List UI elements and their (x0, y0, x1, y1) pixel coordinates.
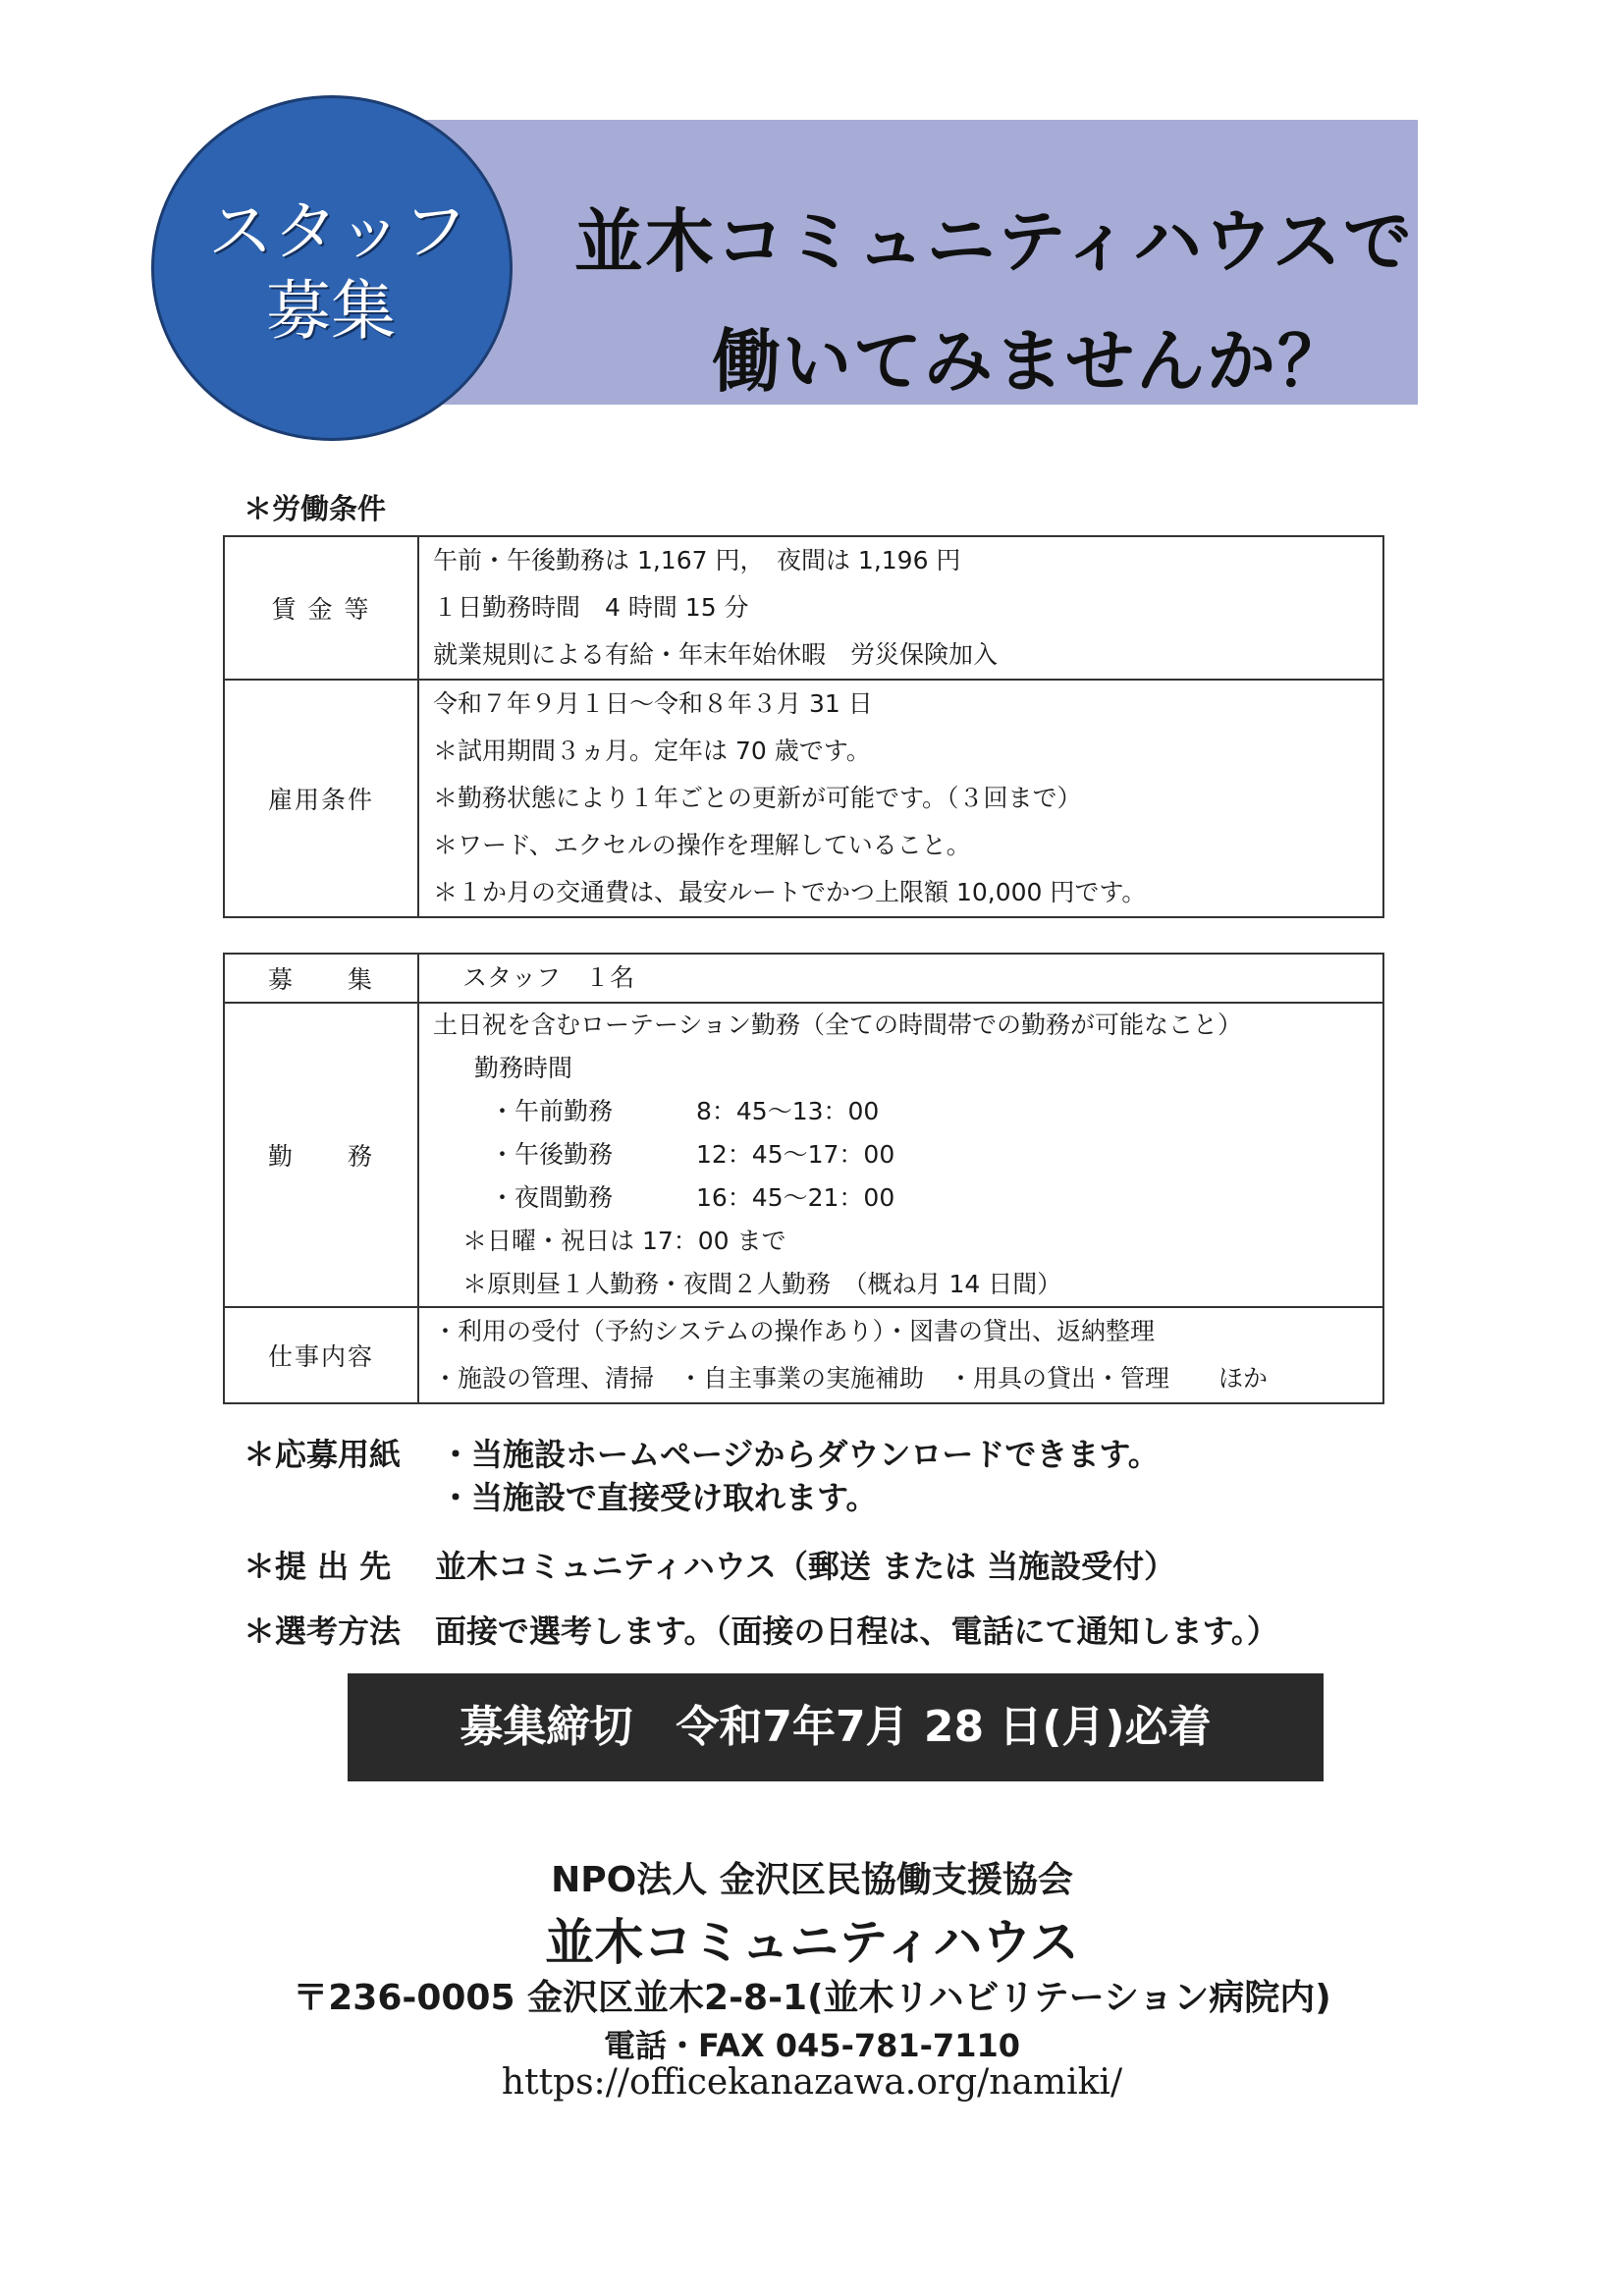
shift-night (419, 1176, 1382, 1220)
application-form-label: ＊応募用紙 (244, 1436, 402, 1473)
hours-heading: 勤務時間 (474, 1054, 573, 1082)
deadline-text: 募集締切 令和7年7月 28 日(月)必着 (460, 1702, 1212, 1752)
work-content (418, 1307, 1383, 1403)
wages-content (418, 536, 1383, 680)
application-form-line-2: ・当施設で直接受け取れます。 (440, 1479, 878, 1516)
shift-name: ・午前勤務 (490, 1097, 614, 1125)
phone-fax: 電話・FAX 045-781-7110 (604, 2027, 1020, 2064)
shift-afternoon (419, 1133, 1382, 1176)
employment-label: 雇用条件 (224, 680, 418, 917)
shift-name: ・午後勤務 (490, 1140, 614, 1169)
employment-line: 令和７年９月１日～令和８年３月 31 日 (433, 689, 873, 718)
recruit-value: スタッフ １名 (462, 963, 635, 992)
employment-line: ＊勤務状態により１年ごとの更新が可能です。（３回まで） (433, 784, 1082, 812)
selection-method-label: ＊選考方法 (244, 1613, 402, 1650)
title-line-2: 働いてみませんか？ (712, 321, 1348, 402)
duty-label: 勤 務 (224, 1003, 418, 1307)
badge-text-line-1: スタッフ (208, 193, 467, 269)
selection-method-value: 面接で選考します。（面接の日程は、電話にて通知します。） (435, 1613, 1278, 1650)
wages-label: 賃 金 等 (224, 536, 418, 680)
shift-time: 8：45～13：00 (696, 1097, 880, 1125)
shift-time: 16：45～21：00 (696, 1183, 895, 1212)
work-line: ・施設の管理、清掃 ・自主事業の実施補助 ・用具の貸出・管理 ほか (433, 1364, 1269, 1393)
wages-line: 午前・午後勤務は 1,167 円， 夜間は 1,196 円 (433, 546, 961, 574)
work-line: ・利用の受付（予約システムの操作あり）・図書の貸出、返納整理 (433, 1317, 1156, 1345)
duty-note-2: ＊原則昼１人勤務・夜間２人勤務 （概ね月 14 日間） (462, 1270, 1062, 1298)
table-row-duty (224, 1003, 1383, 1307)
table-row-work (224, 1307, 1383, 1403)
application-form-line-1: ・当施設ホームページからダウンロードできます。 (440, 1436, 1160, 1473)
shift-name: ・夜間勤務 (490, 1183, 614, 1212)
wages-line: １日勤務時間 4 時間 15 分 (433, 593, 749, 622)
website-url: https://officekanazawa.org/namiki/ (501, 2062, 1123, 2103)
employment-line: ＊１か月の交通費は、最安ルートでかつ上限額 10,000 円です。 (433, 878, 1147, 906)
duty-content (418, 1003, 1383, 1307)
title-line-1: 並木コミュニティハウスで (574, 201, 1414, 282)
recruit-content (418, 954, 1383, 1003)
employment-content (418, 680, 1383, 917)
address: 〒236-0005 金沢区並木2-8-1(並木リハビリテーション病院内) (293, 1978, 1331, 2018)
recruit-label: 募 集 (224, 954, 418, 1003)
badge-text-line-2: 募集 (266, 273, 396, 349)
duty-intro: 土日祝を含むローテーション勤務（全ての時間帯での勤務が可能なこと） (433, 1011, 1243, 1039)
table-row-wages (224, 536, 1383, 680)
work-label: 仕事内容 (224, 1307, 418, 1403)
submit-to-label: ＊提 出 先 (244, 1548, 392, 1585)
working-conditions-heading: ＊労働条件 (244, 492, 387, 525)
employment-line: ＊試用期間３ヵ月。定年は 70 歳です。 (433, 737, 871, 765)
facility-name: 並木コミュニティハウス (545, 1914, 1079, 1971)
job-details-table (223, 953, 1384, 1404)
table-row-employment (224, 680, 1383, 917)
table-row-recruit (224, 954, 1383, 1003)
employment-line: ＊ワード、エクセルの操作を理解していること。 (433, 831, 971, 859)
submit-to-value: 並木コミュニティハウス（郵送 または 当施設受付） (435, 1548, 1176, 1585)
organization-name: NPO法人 金沢区民協働支援協会 (551, 1860, 1073, 1900)
shift-morning (419, 1090, 1382, 1133)
working-conditions-table (223, 535, 1384, 918)
shift-time: 12：45～17：00 (696, 1140, 895, 1169)
duty-note-1: ＊日曜・祝日は 17：00 まで (462, 1227, 786, 1255)
wages-line: 就業規則による有給・年末年始休暇 労災保険加入 (433, 640, 999, 669)
